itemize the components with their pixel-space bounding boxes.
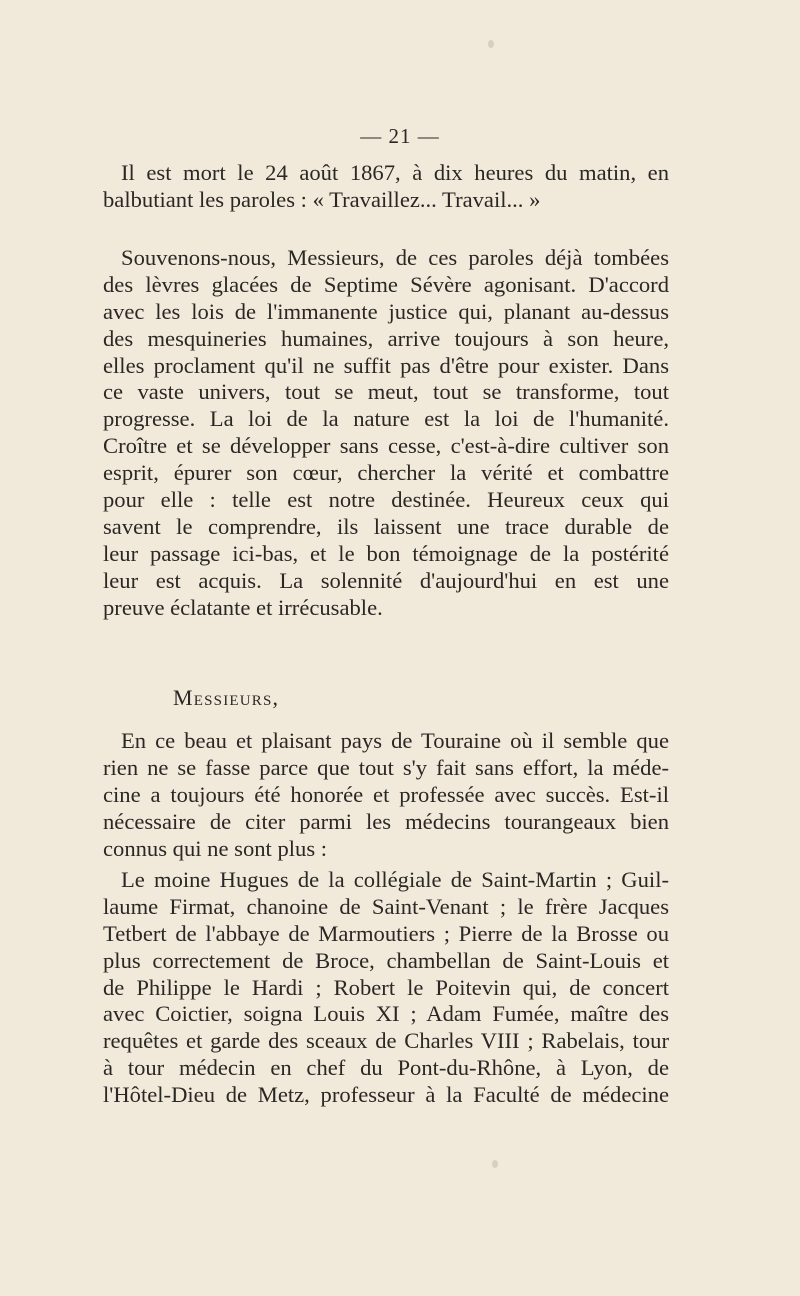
text-line: requêtes et garde des sceaux de Charles VIII ; Rabelais, tour [103,1028,669,1054]
text-line: ce vaste univers, tout se meut, tout se transforme, tout [103,379,669,405]
text-line: pour elle : telle est notre destinée. Heureux ceux qui [103,487,669,513]
text-line: balbutiant les paroles : « Travaillez... Travail... » [103,186,541,212]
text-line: leur passage ici-bas, et le bon témoignage de la postérité [103,540,669,566]
paragraph-3 [103,728,669,862]
text-line: plus correctement de Broce, chambellan de Saint-Louis et [103,947,669,973]
text-line: Il est mort le 24 août 1867, à dix heures du matin, en [121,160,669,185]
paragraph-2 [103,245,669,621]
text-line: Le moine Hugues de la collégiale de Saint-Martin ; Guil- [121,867,669,892]
text-line: savent le comprendre, ils laissent une trace durable de [103,513,669,539]
text-line: esprit, épurer son cœur, chercher la vérité et combattre [103,460,669,486]
text-line: avec les lois de l'immanente justice qui, planant au-dessus [103,298,669,324]
text-line: Tetbert de l'abbaye de Marmoutiers ; Pierre de la Brosse ou [103,920,669,946]
text-line: Croître et se développer sans cesse, c'est-à-dire cultiver son [103,433,669,459]
paper-speck [488,40,494,48]
text-line: preuve éclatante et irrécusable. [103,594,383,620]
text-line: de Philippe le Hardi ; Robert le Poitevin qui, de concert [103,974,669,1000]
paper-speck [492,1160,498,1168]
text-line: elles proclament qu'il ne suffit pas d'être pour exister. Dans [103,352,669,378]
text-line: nécessaire de citer parmi les médecins tourangeaux bien [103,808,669,834]
text-line: progresse. La loi de la nature est la loi de l'humanité. [103,406,669,432]
text-line: rien ne se fasse parce que tout s'y fait sans effort, la méde- [103,754,669,780]
text-line: l'Hôtel-Dieu de Metz, professeur à la Faculté de médecine [103,1082,669,1108]
text-line: leur est acquis. La solennité d'aujourd'hui en est une [103,567,669,593]
text-line: des mesquineries humaines, arrive toujours à son heure, [103,325,669,351]
text-line: cine a toujours été honorée et professée avec succès. Est-il [103,781,669,807]
text-line: laume Firmat, chanoine de Saint-Venant ; le frère Jacques [103,893,669,919]
text-line: des lèvres glacées de Septime Sévère agonisant. D'accord [103,271,669,297]
paragraph-1 [103,160,669,214]
paragraph-4 [103,867,669,1109]
text-line: connus qui ne sont plus : [103,835,328,861]
text-line: à tour médecin en chef du Pont-du-Rhône, à Lyon, de [103,1055,669,1081]
text-line: En ce beau et plaisant pays de Touraine où il semble que [121,728,669,753]
page-number: — 21 — [360,124,440,148]
text-line: avec Coictier, soigna Louis XI ; Adam Fumée, maître des [103,1001,669,1027]
text-line: Souvenons-nous, Messieurs, de ces paroles déjà tombées [121,245,669,270]
section-heading: Messieurs, [173,685,280,710]
